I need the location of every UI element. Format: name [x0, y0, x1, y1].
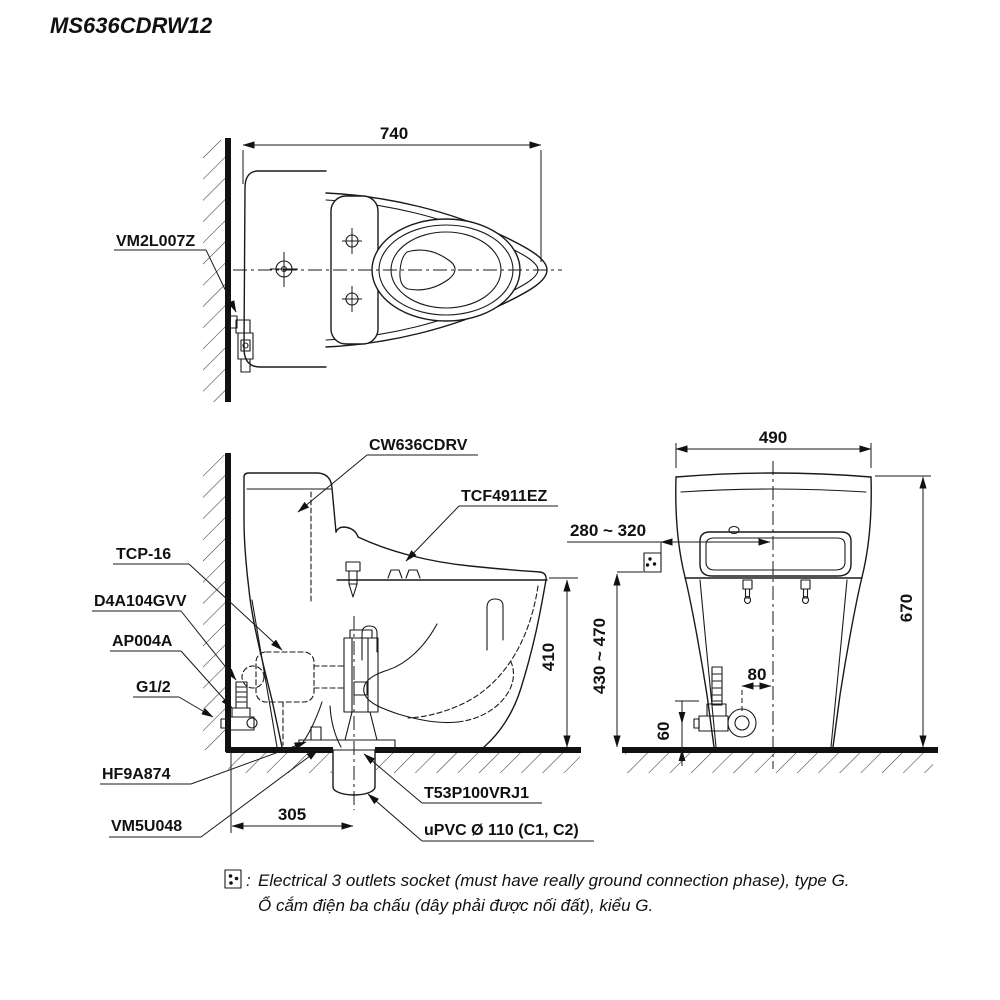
dim-430-470-text: 430 ~ 470 [590, 617, 609, 695]
dim-305-text: 305 [277, 805, 307, 824]
floor-hatching-1 [228, 753, 332, 773]
dim-490-text: 490 [758, 428, 788, 447]
page-title: MS636CDRW12 [50, 13, 213, 38]
floor-hatching-2 [376, 753, 580, 773]
wall-hatching-side [203, 455, 226, 750]
label-tcf4911ez-text: TCF4911EZ [461, 488, 548, 505]
label-ap004a-text: AP004A [112, 633, 173, 650]
dim-740-text: 740 [379, 124, 409, 143]
label-hf9a874-text: HF9A874 [102, 766, 171, 783]
dim-280-320-text: 280 ~ 320 [569, 521, 647, 540]
label-upvc-text: uPVC Ø 110 (C1, C2) [424, 822, 579, 839]
label-tcp16-text: TCP-16 [116, 546, 172, 563]
dim-670-text: 670 [897, 593, 916, 623]
note-line2: Ổ cắm điện ba chấu (dây phải được nối đất), kiểu G. [258, 896, 654, 915]
dim-410-text: 410 [539, 642, 558, 672]
note-colon: : [246, 871, 251, 890]
floor-hatching-front [625, 753, 933, 773]
dim-80-text: 80 [747, 665, 767, 684]
dim-60-text: 60 [654, 721, 673, 741]
socket-legend-icon [225, 870, 241, 888]
note-line1: Electrical 3 outlets socket (must have really ground connection phase), type G. [258, 871, 850, 890]
wall-hatching [203, 140, 226, 402]
label-cw636cdrv-text: CW636CDRV [369, 437, 468, 454]
label-d4a104gvv-text: D4A104GVV [94, 593, 187, 610]
label-g12-text: G1/2 [136, 679, 171, 696]
label-vm5u048-text: VM5U048 [111, 818, 183, 835]
label-vm2l007z-text: VM2L007Z [116, 233, 196, 250]
label-t53p100vrj1-text: T53P100VRJ1 [424, 785, 529, 802]
socket-symbol [644, 553, 661, 572]
